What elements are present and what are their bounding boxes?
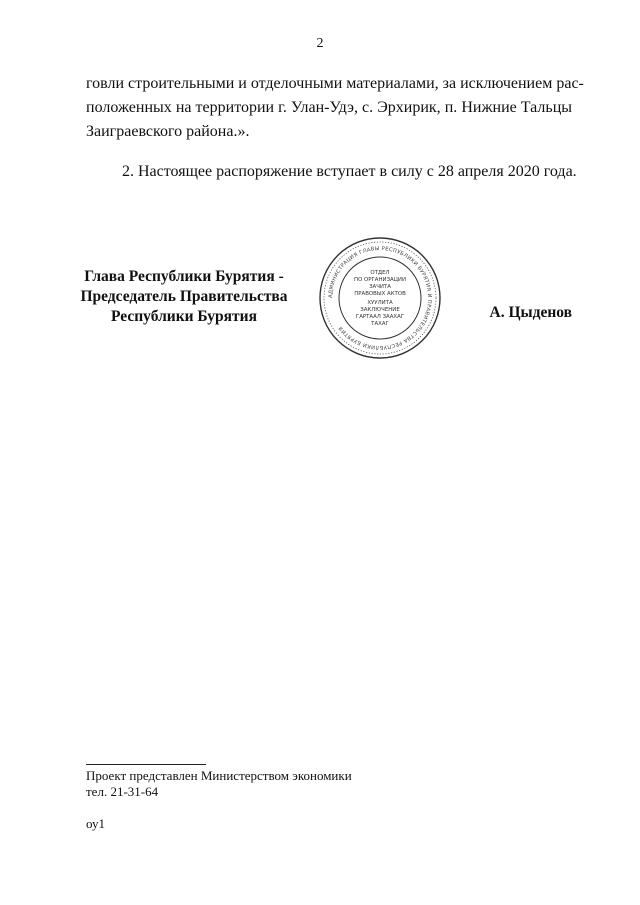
seal-text-7: ГАРТААЛ ЗААХАГ xyxy=(355,314,405,320)
body-line-2: положенных на территории г. Улан-Удэ, с. Эрхирик, п. Нижние Тальцы xyxy=(86,99,572,116)
signatory-title xyxy=(76,267,292,327)
official-seal-stamp xyxy=(318,236,442,360)
footer-line-2: тел. 21-31-64 xyxy=(86,784,159,799)
seal-text-2: ПО ОРГАНИЗАЦИИ xyxy=(354,277,406,283)
seal-text-8: ТАХАГ xyxy=(371,321,389,327)
footer-note xyxy=(86,768,352,832)
signatory-title-line-3: Республики Бурятия xyxy=(111,308,257,325)
seal-text-6: ЗАКЛЮЧЕНИЕ xyxy=(360,307,400,313)
effective-date-clause: 2. Настоящее распоряжение вступает в силу с 28 апреля 2020 года. xyxy=(122,163,577,180)
page-number: 2 xyxy=(316,36,324,51)
seal-ring-text: АДМИНИСТРАЦИЯ ГЛАВЫ РЕСПУБЛИКИ БУРЯТИЯ И ПРАВИТЕЛЬСТВА РЕСПУБЛИКИ БУРЯТИЯ xyxy=(327,245,433,351)
seal-text-4: ПРАВОВЫХ АКТОВ xyxy=(354,291,406,297)
footer-line-1: Проект представлен Министерством экономики xyxy=(86,768,352,783)
footer-code: оу1 xyxy=(86,816,106,831)
footer-divider xyxy=(86,764,206,765)
seal-text-1: ОТДЕЛ xyxy=(370,270,390,276)
signatory-name: А. Цыденов xyxy=(489,304,572,321)
body-line-1: говли строительными и отделочными материалами, за исключением рас- xyxy=(86,75,584,92)
seal-text-5: ХУУЛИТА xyxy=(367,300,393,306)
signatory-title-line-2: Председатель Правительства xyxy=(80,288,288,305)
body-paragraph xyxy=(86,72,584,144)
body-line-3: Заиграевского района.». xyxy=(86,123,250,140)
signatory-title-line-1: Глава Республики Бурятия - xyxy=(84,268,284,285)
seal-text-3: ЗАЧИТА xyxy=(369,284,391,290)
svg-text:АДМИНИСТРАЦИЯ ГЛАВЫ РЕСПУБЛИКИ xyxy=(328,246,432,350)
